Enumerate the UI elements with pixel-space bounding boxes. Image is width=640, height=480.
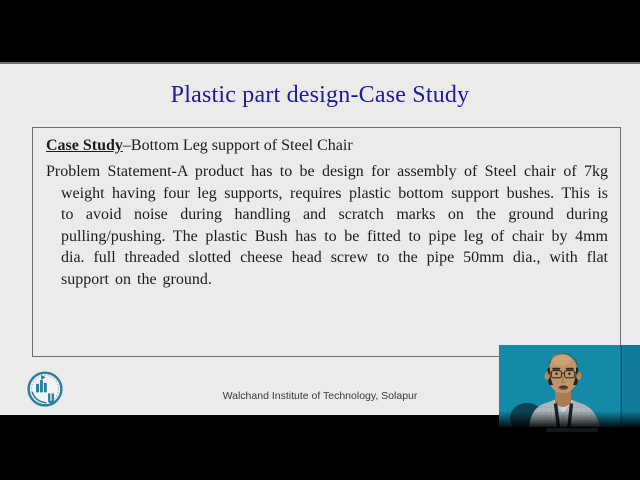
slide-title: Plastic part design-Case Study	[170, 82, 470, 108]
case-study-text-box	[32, 127, 621, 357]
presenter-illustration	[499, 345, 640, 480]
case-study-heading-rest: –Bottom Leg support of Steel Chair	[122, 137, 353, 154]
presenter-webcam-overlay	[499, 345, 640, 480]
case-study-heading	[46, 135, 608, 157]
problem-statement-paragraph: Problem Statement-A product has to be design for assembly of Steel chair of 7kg weight having four leg supports, requires plastic bottom support bushes. This is to avoid noise during handling and scratch marks on the ground during pulling/pushing. The plastic Bush has to be fitted to pipe leg of chair by 4mm dia. full threaded slotted cheese head screw to the pipe 50mm dia., with flat support on the ground.	[46, 163, 608, 288]
footer-institute-name: Walchand Institute of Technology, Solapur	[222, 390, 418, 402]
case-study-heading-label: Case Study	[46, 137, 123, 154]
top-letterbox-bar	[0, 0, 640, 62]
